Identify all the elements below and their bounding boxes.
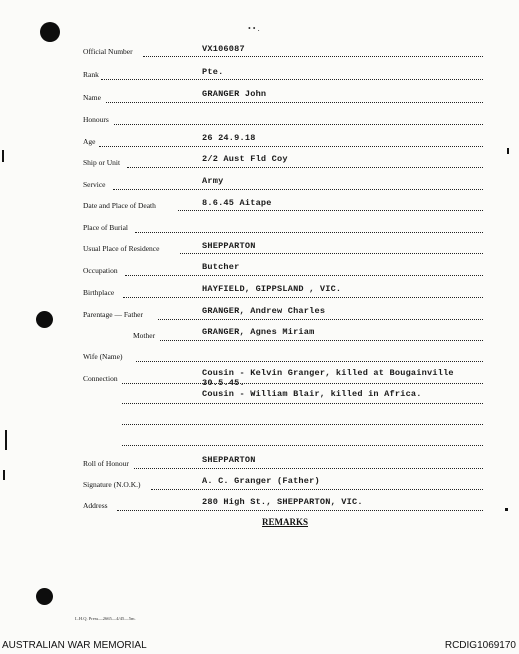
connection-value-3: Cousin - William Blair, killed in Africa.	[202, 389, 422, 399]
birthplace-label: Birthplace	[83, 288, 115, 297]
official-number-line	[143, 56, 483, 57]
scan-mark	[3, 470, 5, 480]
usual-residence-line	[180, 253, 483, 254]
name-label: Name	[83, 93, 101, 102]
rank-label: Rank	[83, 70, 99, 79]
place-of-burial-label: Place of Burial	[83, 223, 128, 232]
footer-archive-name: AUSTRALIAN WAR MEMORIAL	[2, 640, 147, 651]
honours-line	[114, 124, 483, 125]
footer-record-id: RCDIG1069170	[444, 640, 516, 651]
usual-residence-label: Usual Place of Residence	[83, 244, 160, 253]
connection-label: Connection	[83, 374, 118, 383]
birthplace-value: HAYFIELD, GIPPSLAND , VIC.	[202, 284, 342, 294]
service-line	[113, 189, 483, 190]
honours-label: Honours	[83, 115, 109, 124]
punch-hole-middle	[36, 311, 53, 328]
roll-of-honour-line	[134, 468, 483, 469]
service-value: Army	[202, 176, 224, 186]
rank-value: Pte.	[202, 67, 224, 77]
age-value: 26 24.9.18	[202, 133, 256, 143]
connection-value-2: 30.5.45.	[202, 378, 245, 388]
connection-line-4	[122, 445, 483, 446]
scan-mark	[5, 430, 7, 450]
address-line	[117, 510, 483, 511]
name-value: GRANGER John	[202, 89, 267, 99]
scan-mark	[2, 150, 4, 162]
service-label: Service	[83, 180, 106, 189]
name-line	[106, 102, 483, 103]
date-place-death-value: 8.6.45 Aitape	[202, 198, 272, 208]
roll-of-honour-label: Roll of Honour	[83, 459, 129, 468]
signature-label: Signature (N.O.K.)	[83, 480, 141, 489]
signature-value: A. C. Granger (Father)	[202, 476, 320, 486]
ship-or-unit-value: 2/2 Aust Fld Coy	[202, 154, 288, 164]
occupation-label: Occupation	[83, 266, 118, 275]
birthplace-line	[123, 297, 483, 298]
age-label: Age	[83, 137, 96, 146]
official-number-value: VX106087	[202, 44, 245, 54]
connection-line-1	[122, 383, 483, 384]
address-value: 280 High St., SHEPPARTON, VIC.	[202, 497, 363, 507]
mother-line	[160, 340, 483, 341]
wife-label: Wife (Name)	[83, 352, 123, 361]
usual-residence-value: SHEPPARTON	[202, 241, 256, 251]
punch-hole-bottom	[36, 588, 53, 605]
printer-imprint: L.H.Q. Press—2665—4/45—5m.	[75, 616, 136, 621]
remarks-heading: REMARKS	[262, 517, 309, 527]
connection-line-3	[122, 424, 483, 425]
date-place-death-line	[178, 210, 483, 211]
occupation-value: Butcher	[202, 262, 240, 272]
date-place-death-label: Date and Place of Death	[83, 201, 156, 210]
mother-label: Mother	[133, 331, 156, 340]
official-number-label: Official Number	[83, 47, 133, 56]
mother-value: GRANGER, Agnes Miriam	[202, 327, 315, 337]
ship-or-unit-label: Ship or Unit	[83, 158, 121, 167]
header-marks: • • .	[248, 24, 260, 33]
ship-or-unit-line	[127, 167, 483, 168]
place-of-burial-line	[135, 232, 483, 233]
roll-of-honour-value: SHEPPARTON	[202, 455, 256, 465]
margin-tick	[505, 508, 508, 511]
connection-line-2	[122, 403, 483, 404]
address-label: Address	[83, 501, 108, 510]
margin-tick	[507, 148, 509, 154]
rank-line	[101, 79, 483, 80]
parentage-father-label: Parentage — Father	[83, 310, 143, 319]
signature-line	[151, 489, 483, 490]
parentage-father-line	[158, 319, 483, 320]
parentage-father-value: GRANGER, Andrew Charles	[202, 306, 326, 316]
wife-line	[136, 361, 483, 362]
punch-hole-top	[40, 22, 60, 42]
occupation-line	[125, 275, 483, 276]
connection-value-1: Cousin - Kelvin Granger, killed at Bougainville	[202, 368, 454, 378]
age-line	[99, 146, 483, 147]
